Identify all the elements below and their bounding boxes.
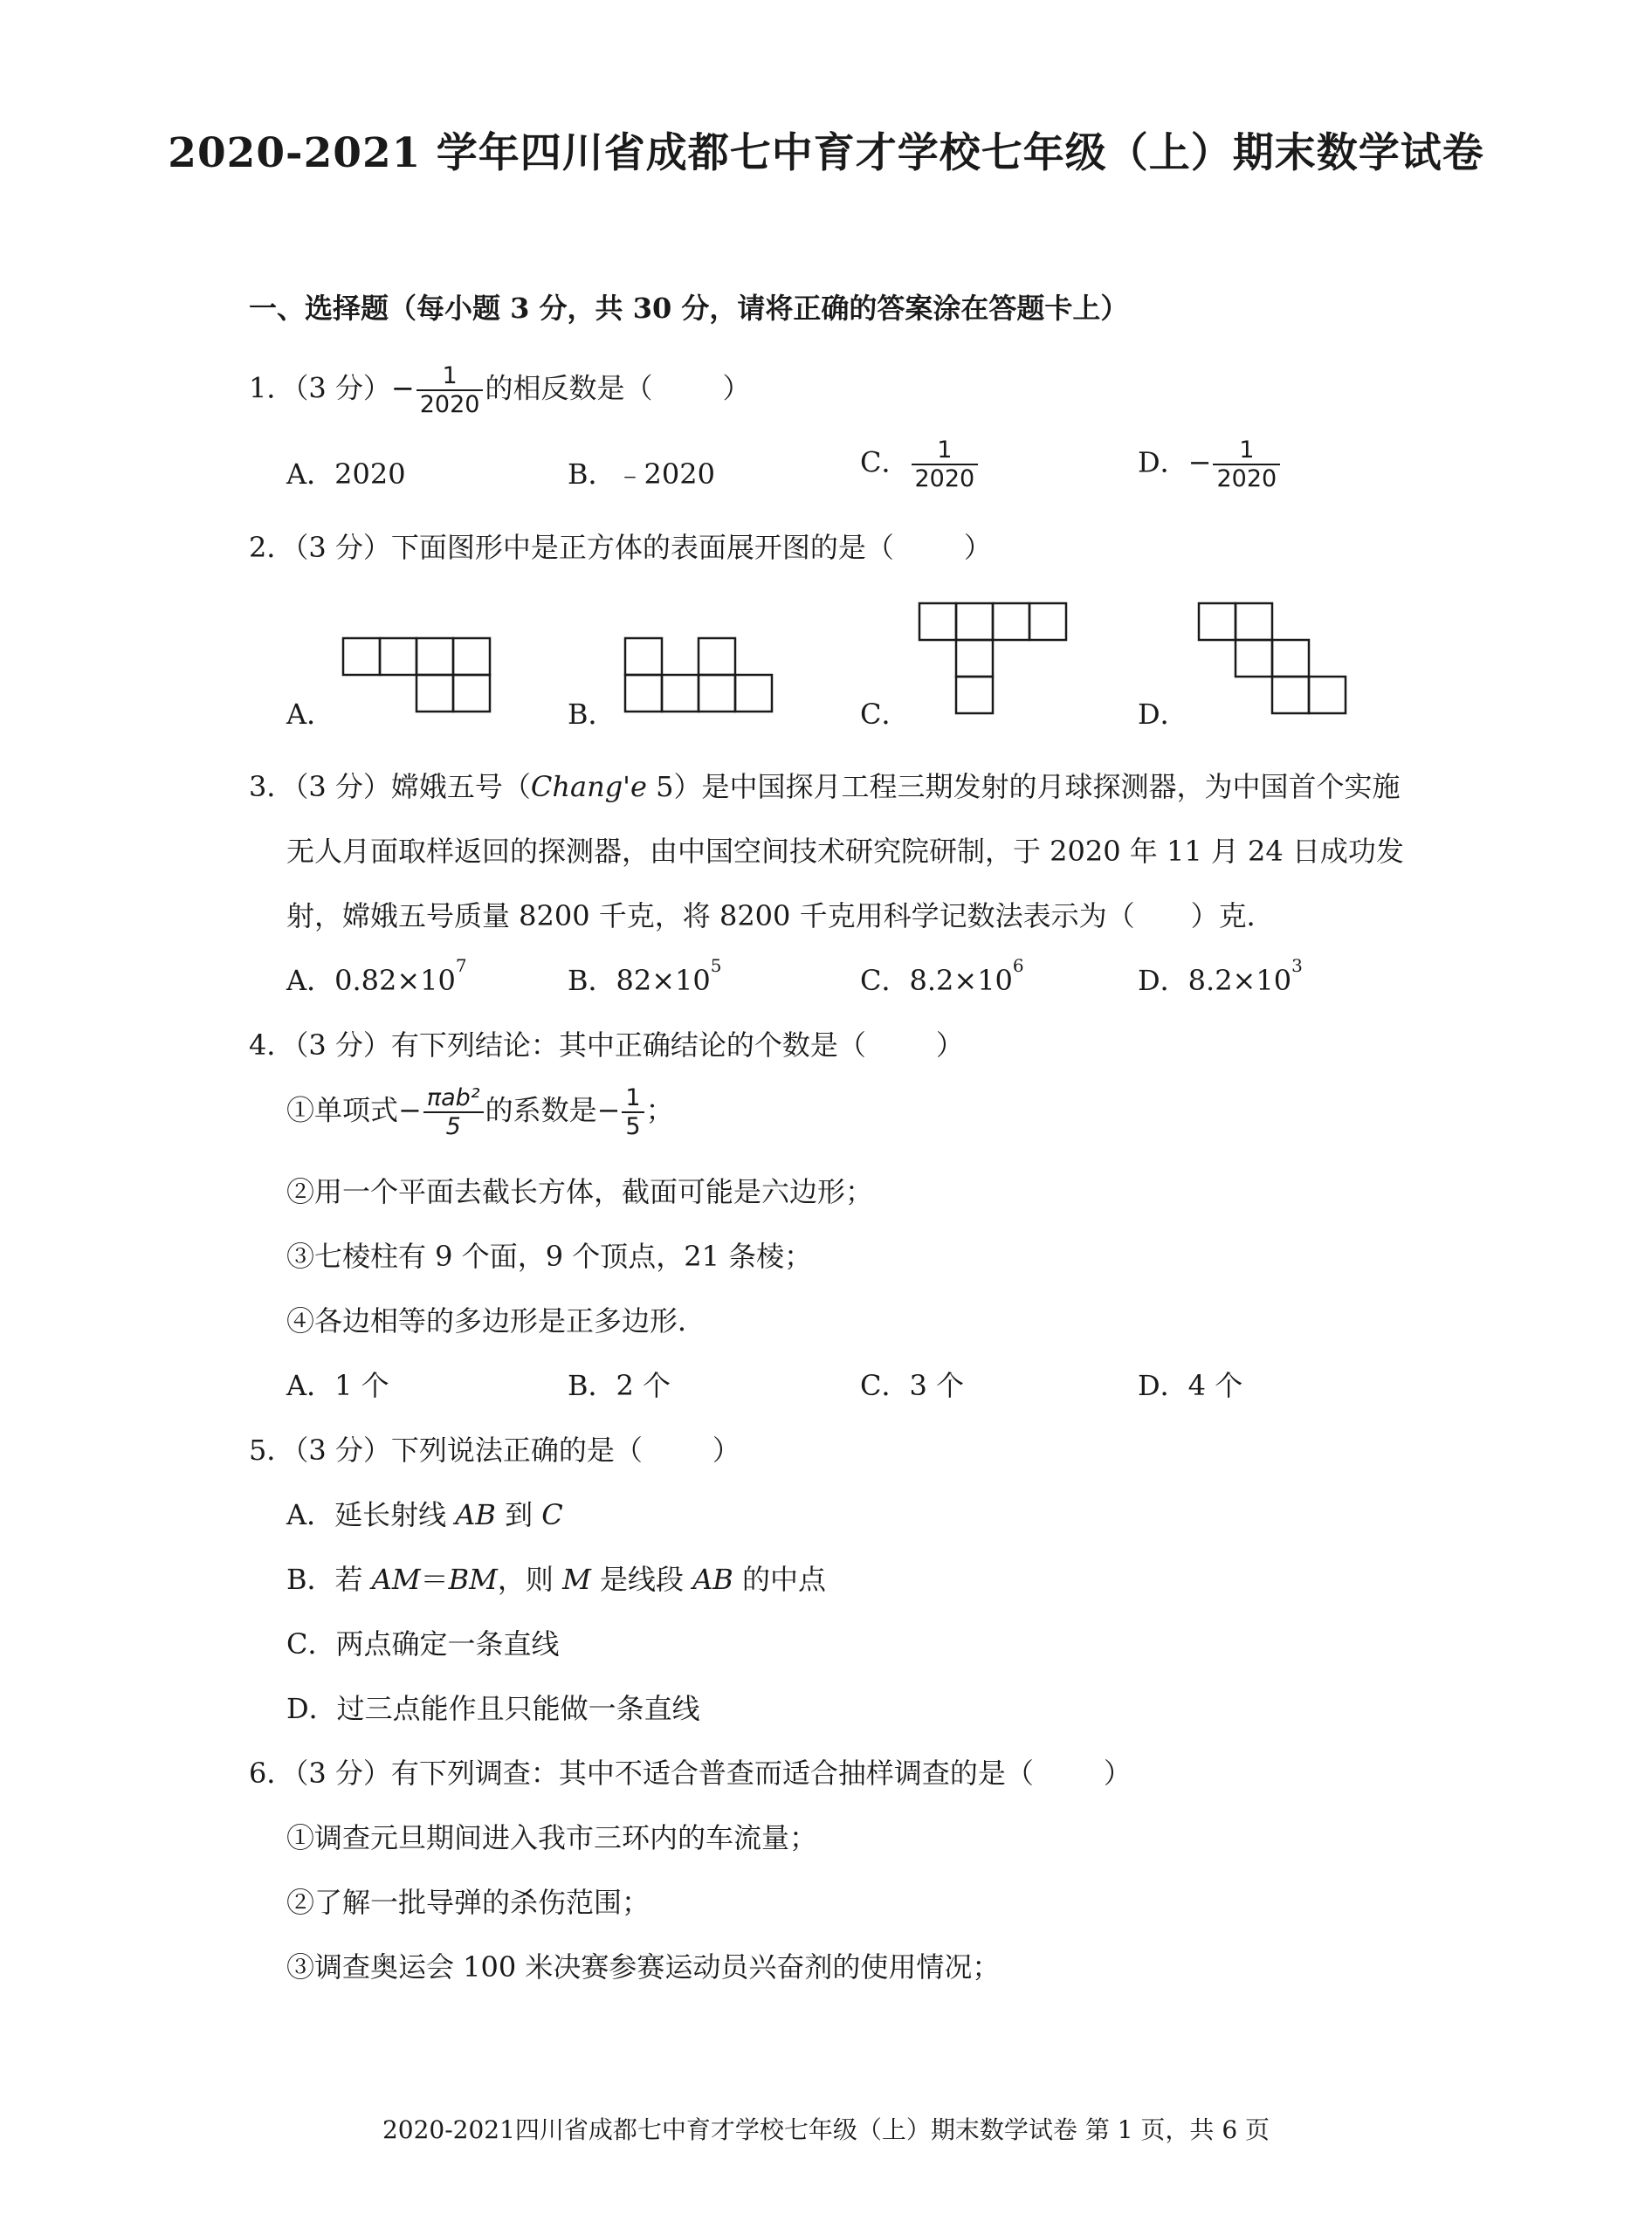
q5-b-9: 的中点	[733, 1563, 826, 1596]
q5-b-8: AB	[692, 1563, 733, 1596]
q3-option-c	[860, 955, 1024, 999]
q4-statement-2: ②用一个平面去截长方体，截面可能是六边形；	[286, 1175, 874, 1208]
question-5	[249, 1428, 740, 1468]
q3-option-b	[568, 955, 722, 999]
q5-a-2: AB	[455, 1498, 496, 1531]
q1-frac-den: 2020	[419, 391, 480, 419]
q5-a-1: A．延长射线	[286, 1498, 456, 1531]
q4-statement-3: ③七棱柱有 9 个面，9 个顶点，21 条棱；	[286, 1240, 813, 1273]
q3-d-exp: 3	[1291, 955, 1303, 976]
q4-s1-b: 的系数是−	[485, 1093, 621, 1127]
q5-stem: 5．（3 分）下列说法正确的是（	[249, 1434, 643, 1467]
q1-option-d-label: D．−	[1138, 445, 1212, 479]
q4-s1-a: ①单项式−	[286, 1093, 422, 1127]
page-footer: 2020-2021四川省成都七中育才学校七年级（上）期末数学试卷 第 1 页，共 6 页	[382, 2115, 1270, 2144]
question-3-line-3: 射，嫦娥五号质量 8200 千克，将 8200 千克用科学记数法表示为（ ）克．	[286, 899, 1275, 932]
q1-c-num: 1	[912, 437, 979, 465]
q4-statement-4: ④各边相等的多边形是正多边形．	[286, 1304, 706, 1338]
q3-b-text: B．82×10	[568, 964, 711, 997]
q3-a-exp: 7	[455, 955, 467, 976]
q4-s1-num2: 1	[622, 1084, 644, 1113]
page-title: 2020-2021 学年四川省成都七中育才学校七年级（上）期末数学试卷	[168, 129, 1484, 177]
q1-close: ）	[722, 371, 751, 405]
q5-b-3: ＝	[420, 1563, 449, 1596]
q2-net-d	[1196, 601, 1353, 718]
q1-suffix: 的相反数是（	[485, 371, 653, 405]
q6-statement-3: ③调查奥运会 100 米决赛参赛运动员兴奋剂的使用情况；	[286, 1950, 1001, 1984]
q2-close: ）	[963, 531, 992, 564]
q1-d-num: 1	[1213, 437, 1280, 465]
q1-neg: −	[390, 371, 415, 405]
q4-s1-den2: 5	[625, 1113, 641, 1141]
q5-a-4: C	[541, 1498, 563, 1531]
q3-c-exp: 6	[1012, 955, 1024, 976]
q5-b-4: BM	[448, 1563, 498, 1596]
q5-b-2: AM	[371, 1563, 421, 1596]
question-3-line-1	[249, 765, 1400, 805]
q4-s1-c: ；	[645, 1093, 674, 1127]
q1-option-c	[860, 437, 980, 492]
q1-c-den: 2020	[914, 465, 975, 493]
q4-s1-frac-2	[622, 1084, 644, 1140]
q5-a-3: 到	[495, 1498, 542, 1531]
q3-a-text: A．0.82×10	[286, 964, 456, 997]
q5-option-a	[286, 1493, 563, 1533]
q1-fraction	[416, 362, 484, 418]
q1-option-d	[1138, 437, 1282, 492]
q1-option-c-fraction	[912, 437, 979, 492]
q6-statement-1: ①调查元旦期间进入我市三环内的车流量；	[286, 1821, 818, 1854]
question-4	[249, 1023, 964, 1063]
q5-b-5: ，则	[497, 1563, 563, 1596]
q2-net-a	[341, 636, 498, 716]
q1-option-b: B．﹣2020	[568, 457, 715, 491]
q3-b-exp: 5	[710, 955, 722, 976]
q3-line1-b: 5）是中国探月工程三期发射的月球探测器，为中国首个实施	[646, 770, 1401, 803]
q3-option-a	[286, 955, 467, 999]
q3-line1-italic: Chang'e	[530, 770, 647, 803]
q5-close: ）	[712, 1434, 740, 1467]
q5-option-c: C．两点确定一条直线	[286, 1627, 560, 1661]
q2-stem: 2．（3 分）下面图形中是正方体的表面展开图的是（	[249, 531, 894, 564]
q6-close: ）	[1103, 1757, 1132, 1790]
q1-option-d-fraction	[1213, 437, 1280, 492]
q5-b-7: 是线段	[590, 1563, 693, 1596]
q4-option-c: C．3 个	[860, 1369, 965, 1402]
q1-frac-num: 1	[416, 362, 484, 391]
q2-option-c-label: C．	[860, 698, 910, 731]
q3-d-text: D．8.2×10	[1138, 964, 1292, 997]
q4-close: ）	[935, 1028, 964, 1062]
question-1	[249, 362, 750, 418]
q4-option-d: D．4 个	[1138, 1369, 1243, 1402]
q3-option-d	[1138, 955, 1303, 999]
question-6	[249, 1751, 1132, 1791]
q1-d-den: 2020	[1216, 465, 1277, 493]
q3-c-text: C．8.2×10	[860, 964, 1013, 997]
q1-option-c-label: C．	[860, 445, 910, 479]
q4-s1-den: 5	[445, 1113, 461, 1141]
q4-statement-1	[286, 1084, 674, 1140]
q2-option-a-label: A．	[286, 698, 335, 731]
q4-option-b: B．2 个	[568, 1369, 671, 1402]
q1-prefix: 1．（3 分）	[249, 371, 391, 405]
q5-b-1: B．若	[286, 1563, 372, 1596]
q5-b-6: M	[562, 1563, 591, 1596]
q6-statement-2: ②了解一批导弹的杀伤范围；	[286, 1886, 650, 1919]
q2-option-d-label: D．	[1138, 698, 1188, 731]
q5-option-b	[286, 1558, 826, 1598]
q2-net-b	[623, 636, 780, 716]
question-2	[249, 526, 992, 566]
q3-line1-a: 3．（3 分）嫦娥五号（	[249, 770, 531, 803]
q4-option-a: A．1 个	[286, 1369, 389, 1402]
section-heading: 一、选择题（每小题 3 分，共 30 分，请将正确的答案涂在答题卡上）	[249, 292, 1129, 325]
q2-net-c	[917, 601, 1074, 718]
q1-option-a: A．2020	[286, 457, 406, 491]
q4-s1-frac-1	[423, 1084, 484, 1140]
q5-option-d: D．过三点能作且只能做一条直线	[286, 1692, 700, 1725]
q4-stem: 4．（3 分）有下列结论：其中正确结论的个数是（	[249, 1028, 866, 1062]
q4-s1-num: πab²	[423, 1084, 484, 1113]
question-3-line-2: 无人月面取样返回的探测器，由中国空间技术研究院研制，于 2020 年 11 月 24 日成功发	[286, 835, 1404, 868]
q6-stem: 6．（3 分）有下列调查：其中不适合普查而适合抽样调查的是（	[249, 1757, 1034, 1790]
q2-option-b-label: B．	[568, 698, 616, 731]
